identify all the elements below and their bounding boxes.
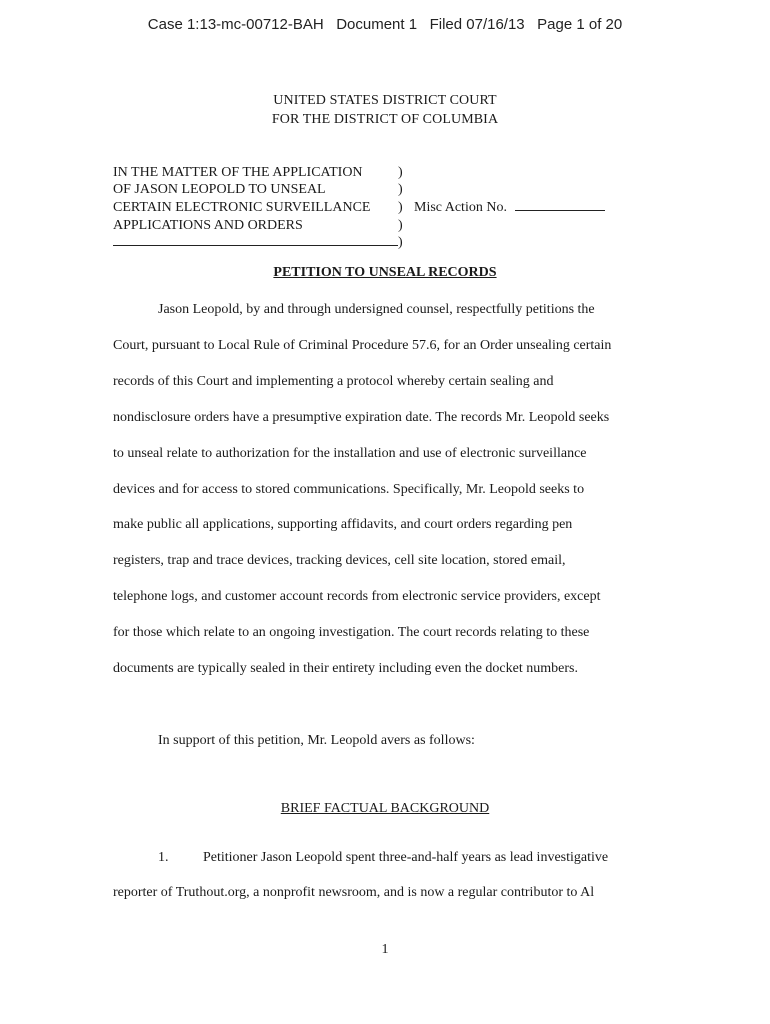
body-line: Petitioner Jason Leopold spent three-and-half years as lead investigative [203, 850, 609, 865]
body-line: to unseal relate to authorization for the installation and use of electronic surveillance [113, 446, 587, 461]
body-line: reporter of Truthout.org, a nonprofit newsroom, and is now a regular contributor to Al [113, 885, 595, 900]
caption-line: IN THE MATTER OF THE APPLICATION [113, 165, 363, 180]
caption-paren: ) [398, 235, 403, 250]
caption-rule [113, 245, 398, 246]
misc-action-blank [515, 198, 605, 211]
body-line: for those which relate to an ongoing investigation. The court records relating to these [113, 625, 590, 640]
court-name: UNITED STATES DISTRICT COURT [273, 93, 497, 108]
support-line: In support of this petition, Mr. Leopold avers as follows: [158, 733, 475, 748]
body-line: devices and for access to stored communications. Specifically, Mr. Leopold seeks to [113, 482, 585, 497]
caption-paren: ) [398, 200, 403, 215]
body-line: make public all applications, supporting affidavits, and court orders regarding pen [113, 517, 573, 532]
caption-paren: ) [398, 218, 403, 233]
court-district: FOR THE DISTRICT OF COLUMBIA [271, 112, 499, 127]
body-line: records of this Court and implementing a protocol whereby certain sealing and [113, 374, 554, 389]
misc-action-number [414, 198, 605, 216]
paragraph-number: 1. [158, 850, 169, 865]
body-line: Court, pursuant to Local Rule of Criminal Procedure 57.6, for an Order unsealing certain [113, 338, 612, 353]
body-line: registers, trap and trace devices, tracking devices, cell site location, stored email, [113, 553, 566, 568]
misc-action-label: Misc Action No. [414, 200, 507, 215]
body-line: nondisclosure orders have a presumptive expiration date. The records Mr. Leopold seeks [113, 410, 610, 425]
caption-line: APPLICATIONS AND ORDERS [113, 218, 303, 233]
body-line: telephone logs, and customer account records from electronic service providers, except [113, 589, 601, 604]
body-line: documents are typically sealed in their entirety including even the docket numbers. [113, 661, 578, 676]
caption-paren: ) [398, 182, 403, 197]
page-number: 1 [381, 942, 389, 957]
ecf-header: Case 1:13-mc-00712-BAH Document 1 Filed 07/16/13 Page 1 of 20 [147, 16, 623, 33]
section-title: BRIEF FACTUAL BACKGROUND [280, 801, 490, 816]
caption-paren: ) [398, 165, 403, 180]
document-title: PETITION TO UNSEAL RECORDS [273, 265, 497, 280]
body-line: Jason Leopold, by and through undersigned counsel, respectfully petitions the [158, 302, 595, 317]
caption-line: OF JASON LEOPOLD TO UNSEAL [113, 182, 326, 197]
caption-line: CERTAIN ELECTRONIC SURVEILLANCE [113, 200, 371, 215]
